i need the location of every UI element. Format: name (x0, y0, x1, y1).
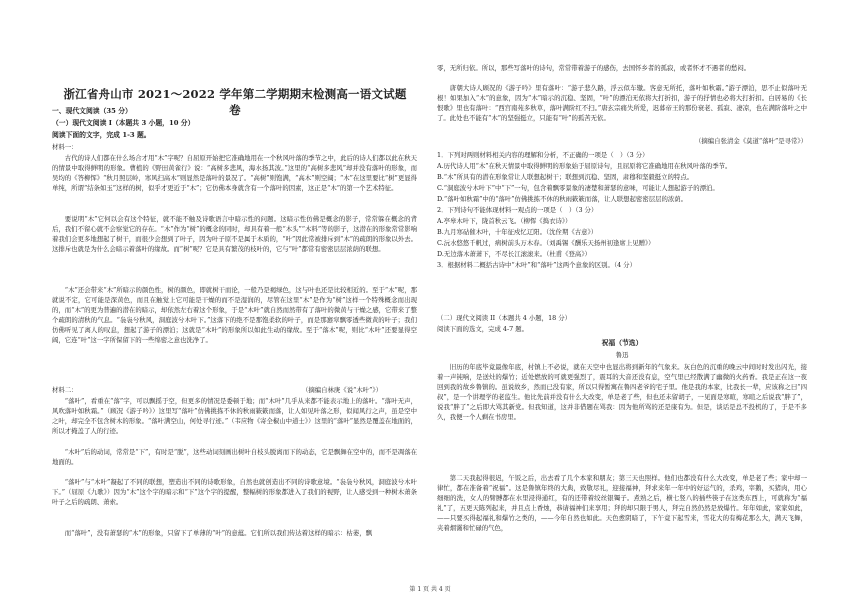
material-1-paragraph-3: “木”还会带来“木”所暗示的颜色性，树的颜色，即就树干而论，一般乃是褐绿色，这与叶也还是比较相近的。至于“木”呢，那就说不定，它可能是深黄色，而且在触觉上它可能是干燥的而不是湿润的，尽管在这里“木”是作为“树”这样一个特殊概念而出现的，而“木”的更为普遍的潜在的暗示，却依然左右着这个形象，于是“木叶”就自然而然带有了落叶的微黄与干燥之感，它带来了整个疏朗的清秋的气息。“袅袅兮秋风，洞庭波兮木叶下。”这落下的绝不是那饱柔软的叶子，而是那窸窣飘零透些微黄的叶子；我们仿佛听见了离人的叹息，想起了游子的漂泊；这就是“木叶”的形象所以如此生动的缘故。至于“落木”呢，则比“木叶”还要显得空阔，它连“叶”这一字所保留下的一些绵密之意也洗净了。 (52, 286, 417, 345)
material-2-continued: 零，无所归依。所以，那些写落叶的诗句，常常带着游子的感伤，去国怀乡者的孤寂，或者怀才不遇者的愁闷。 (437, 64, 751, 72)
material-2-paragraph-3: “落叶”与“木叶”凝起了不同的联想，塑造出不同的诗歌形象，自然也就创造出不同的诗歌意境。“袅袅兮秋风，洞庭波兮木叶下。”（屈原《九歌》）因为“木”这个字的暗示和“下”这个字的提醒，整幅树的形象都进入了我们的视野，让人感受到一种树木萧条叶子之后的疏朗、萧索。 (52, 478, 417, 507)
material-2-label: 材料二： (52, 386, 78, 394)
subsection-heading-1: （一）现代文阅读 I（本题共 3 小题，10 分） (52, 119, 195, 127)
story-author: 鲁迅 (615, 351, 629, 359)
question-1-option-a: A.历代诗人用“木”在秋天情景中取得鲜明的形象始于屈原诗句，且屈原将它准确地用在秋风叶落的季节。 (437, 162, 732, 170)
material-1-label: 材料一： (52, 143, 78, 151)
question-1-option-c: C.“洞庭波兮木叶下”中“下”一句，包含着飘零景象的凄楚和萧瑟的意味，可能让人想起游子的漂泊。 (437, 184, 719, 192)
material-1-source: （摘编自林庚《说“木叶”》） (301, 386, 382, 394)
left-column (52, 0, 417, 608)
story-title: 祝福（节选） (601, 339, 643, 347)
question-2: 2．下列诗句不能体现材料一观点的一项是（ ）（3 分） (437, 206, 598, 214)
question-2-option-c: C.沅水悠悠千帆过，病树前头万木春。（刘禹锡《酬乐天扬州初逢席上见赠》） (437, 239, 655, 247)
instruction-2: 阅读下面的选文，完成 4-7 题。 (437, 325, 529, 333)
material-2-paragraph-1: “落叶”，看重在“落”字，可以飘摇于空，但更多的情况是委顿于地；而“木叶”几乎从来都不能表示地上的落叶。“落叶无声，风吹落叶如秋霜。”（顾况《游子吟》）这里写“落叶”仿佛挑拣不休的秋雨簌簌而落，让人如见叶落之形，似闻风行之声，虽是空中之叶，却完全不包含树木的形象。“落叶满空山，何处寻行迹。”（韦应物《寄全椒山中道士》）这里的“落叶”显然是覆盖在地面的，所以才掩盖了人的行迹。 (52, 397, 417, 436)
question-3: 3．根据材料二概括古诗中“木叶”和“落叶”这两个意象的区别。（4 分） (437, 261, 636, 269)
question-1: 1．下列对两则材料相关内容的理解和分析，不正确的一项是（ ）（3 分） (437, 151, 649, 159)
question-2-option-b: B.九月寒砧催木叶，十年征戍忆辽阳。（沈佺期《古意》） (437, 228, 598, 236)
exam-title: 浙江省舟山市 2021～2022 学年第二学期期末检测高一语文试题卷 (63, 87, 407, 117)
question-2-option-a: A.亭皋木叶下，陇首秋云飞。（柳恽《捣衣诗》） (437, 217, 572, 225)
material-2-paragraph-5: 唐朝大诗人顾况的《游子吟》里有落叶：“游子悲久路，浮云似车辙。客意无所托，落叶如秋霜。”游子漂泊，思不止似落叶无根！如果加入“木”的意象，因为“木”暗示的沉稳、坚固，“叶”的漂泊无依将大打折扣，游子的抒情也必将大打折扣。白居易的《长恨歌》里也有落叶：“西宫南苑多秋草，落叶满阶红不扫。”唐玄宗痛失所爱，迟暮帝王的那份衰老、孤寂、凄凉，也在满阶落叶之中了。此处也不能有“木”的坚强挺立，只能有“叶”的孤苦无依。 (437, 84, 807, 123)
question-2-option-d: D.无边落木萧萧下，不尽长江滚滚来。（杜甫《登高》） (437, 250, 591, 258)
right-column (437, 0, 807, 608)
subsection-heading-2: （二）现代文阅读 II（本题共 4 小题，18 分） (437, 314, 572, 322)
instruction-1: 阅读下面的文字，完成 1-3 题。 (52, 131, 151, 139)
story-paragraph-2: 第二天我起得很迟，午饭之后，出去看了几个本家和朋友；第三天也照样。他们也都没有什么大改变，单是老了些；家中却一律忙，都在准备着“祝福”。这是鲁镇年终的大典，致敬尽礼，迎接福神，拜求来年一年中的好运气的，杀鸡，宰鹅，买猪肉，用心细细的洗，女人的臂膊都在水里浸得通红，有的还带着绞丝银镯子。煮熟之后，横七竖八的插些筷子在这类东西上，可就称为“福礼”了，五更天陈列起来，并且点上香烛，恭请福神们来享用；拜的却只限于男人，拜完自然仍然是放爆竹。年年如此，家家如此，——只要买得起福礼和爆竹之类的，——今年自然也如此。天色愈阴暗了，下午竟下起雪来，雪花大的有梅花那么大，满天飞舞，夹着烟霭和忙碌的气色， (437, 474, 807, 533)
material-2-paragraph-4: 而“落叶”，没有萧瑟的“木”的形象，只留下了单薄的“叶”的意蕴。它们所以我们传达着这样的暗示：枯萎，飘 (64, 529, 372, 537)
section-heading-1: 一、现代文阅读（35 分） (52, 107, 132, 115)
material-2-source: （摘编自张清金《莫道“落叶”是寻常》） (695, 137, 807, 145)
material-1-paragraph-2: 要说明“木”它何以会有这个特征，就不能不触及诗歌语言中暗示性的问题。这暗示性仿佛是概念的影子，常常躲在概念的背后，我们不留心就不会察觉它的存在。“木”作为“树”的概念的同时，却具有着一般“木头”“木料”等的影子，这潜在的形象常常影响着我们会更多地想起了树干，而很少会想到了叶子，因为叶子原不是属于木质的，“叶”因此常被排斥到“木”的疏朗的形象以外去。这排斥也就是为什么会暗示着落叶的缘故。而“树”呢？它是具有繁茂的枝叶的，它与“叶”都常有密密层层浓荫的联想。 (52, 215, 417, 254)
question-1-option-d: D.“落叶如秋霜”中的“落叶”仿佛挑拣不休的秋雨簌簌而落，让人联想起密密层层的浓荫。 (437, 195, 688, 203)
question-1-option-b: B.“木”所具有的潜在形象常让人联想起树干；联想到沉稳、坚固，肃穆和坚毅挺立的特点。 (437, 173, 694, 181)
page-footer: 第 1 页 共 4 页 (409, 586, 451, 593)
material-2-paragraph-2: “木叶”后的动词，常常是“下”，有时是“脱”，这些动词刻画出树叶自枝头脱离而下的动态，它是飘舞在空中的，而不是凋落在地面的。 (52, 448, 417, 467)
story-paragraph-1: 旧历的年底毕竟最像年底，村镇上不必说，就在天空中也显出将到新年的气象来。灰白色的沉重的晚云中间时时发出闪光，接着一声钝响，是送灶的爆竹；近处燃放的可就更强烈了，震耳的大音还没有息，空气里已经散满了幽微的火药香。我是正在这一夜回到我的故乡鲁镇的。虽说故乡，然而已没有家，所以只得暂寓在鲁四老爷的宅子里。他是我的本家，比我长一辈，应该称之曰“四叔”，是一个讲理学的老监生。他比先前并没有什么大改变，单是老了些，但也还未留胡子，一见面是寒暄，寒暄之后说我“胖了”，说我“胖了”之后即大骂其新党。但我知道，这并非借题在骂我：因为他所骂的还是康有为。但是，谈话是总不投机的了，于是不多久，我便一个人剩在书房里。 (437, 363, 807, 422)
material-1-paragraph-1: 古代的诗人们都在什么场合才用“木”字呢？自屈原开始把它准确地用在一个秋风叶落的季节之中，此后的诗人们都以此在秋天的情景中取得鲜明的形象。曹植的《野田黄雀行》说：“高树多悲风，海水扬其波。”这里的“高树多悲风”却并没有落叶的形象，而吴均的《答柳恽》“秋月照层岭，寒风扫高木”则显然是落叶的景况了。“高树”则饱满，“高木”则空阔；“木”在这里要比“树”更显得单纯，所谓“结条如玉”这样的树，似乎才更近于“木”；它仿佛本身就含有一个落叶的因素，这正是“木”的第一个艺术特征。 (52, 154, 417, 193)
